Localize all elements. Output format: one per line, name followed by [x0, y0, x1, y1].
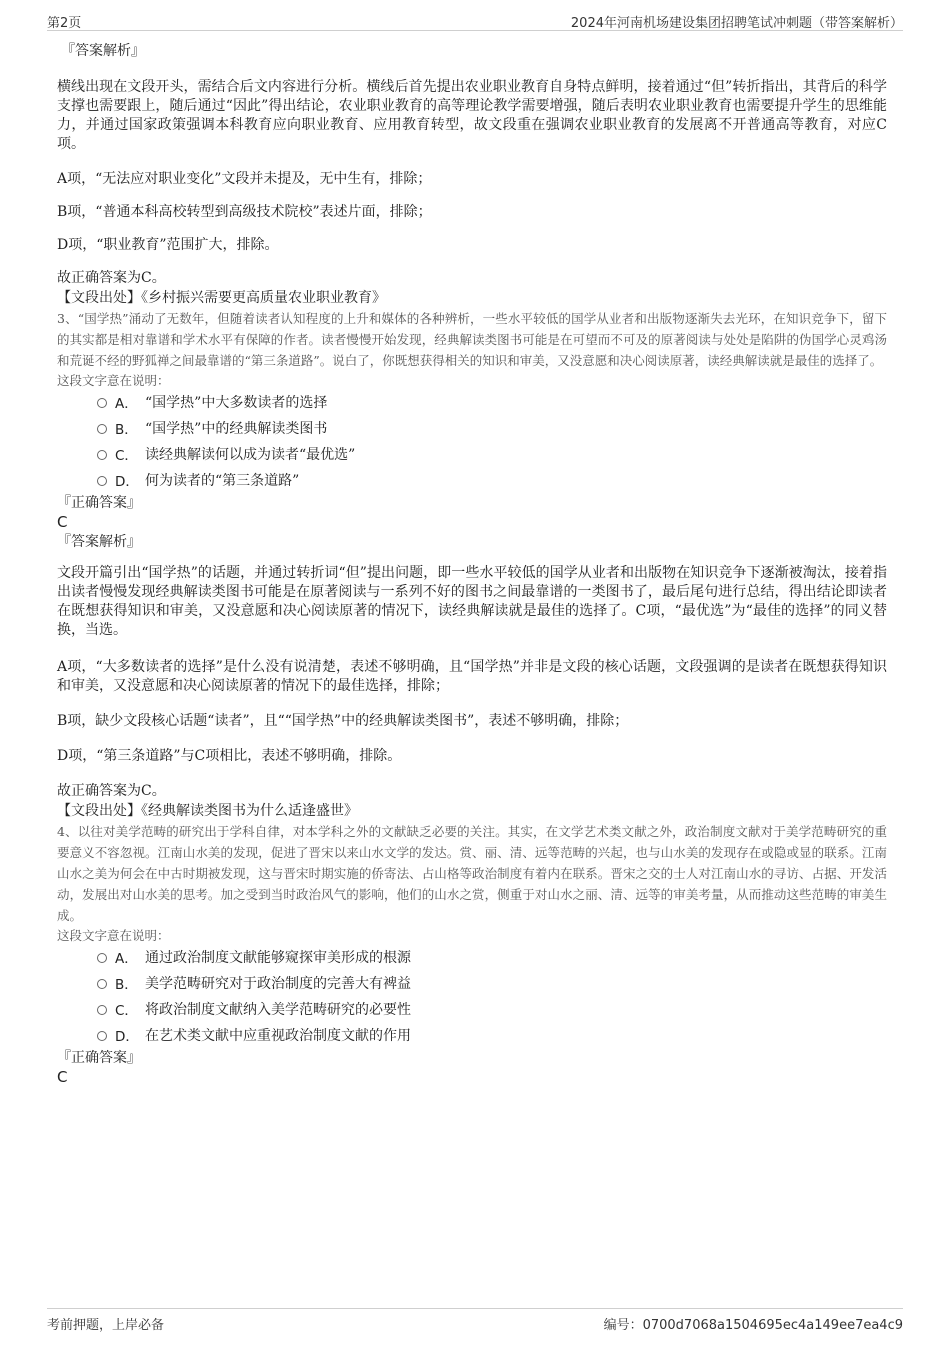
option-c[interactable] — [97, 441, 887, 467]
radio-icon[interactable] — [97, 979, 107, 989]
radio-icon[interactable] — [97, 1031, 107, 1041]
option-d[interactable] — [97, 467, 887, 493]
option-a-analysis: A项，“大多数读者的选择”是什么没有说清楚，表述不够明确，且“国学热”并非是文段的核心话题，文段强调的是读者在既想获得知识和审美，又没意愿和决心阅读原著的情况下的最佳选择，排除； — [57, 659, 887, 694]
radio-icon[interactable] — [97, 424, 107, 434]
document-body — [57, 40, 887, 1087]
page-number: 第2页 — [47, 16, 82, 31]
correct-answer-label: 『正确答案』 — [57, 1050, 141, 1066]
footer-slogan: 考前押题，上岸必备 — [47, 1318, 165, 1333]
option-text: 在艺术类文献中应重视政治制度文献的作用 — [145, 1028, 411, 1044]
option-text: “国学热”中的经典解读类图书 — [145, 421, 328, 437]
page-header — [47, 10, 903, 31]
option-a-analysis: A项，“无法应对职业变化”文段并未提及，无中生有，排除； — [57, 171, 432, 187]
document-code: 编号：0700d7068a1504695ec4a149ee7ea4c9 — [603, 1318, 903, 1333]
text-source: 【文段出处】《乡村振兴需要更高质量农业职业教育》 — [57, 290, 386, 306]
correct-answer-value: C — [57, 1068, 68, 1086]
option-c[interactable] — [97, 996, 887, 1022]
question-3 — [57, 308, 887, 821]
radio-icon[interactable] — [97, 398, 107, 408]
option-text: 何为读者的“第三条道路” — [145, 473, 300, 489]
option-b[interactable] — [97, 970, 887, 996]
question-stem: 3、“国学热”涌动了无数年，但随着读者认知程度的上升和媒体的各种辨析，一些水平较低的国学从业者和出版物逐渐失去光环，在知识竞争下，留下的其实都是相对靠谱和学术水平有保障的作者。读者慢慢开始发现，经典解读类图书可能是在可望而不可及的原著阅读与处处是陷阱的伪国学心灵鸡汤和荒诞不经的野狐禅之间最靠谱的“第三条道路”。说白了，你既想获得相关的知识和审美，又没意愿和决心阅读原著，读经典解读就是最佳的选择了。 — [57, 311, 887, 368]
option-b-analysis: B项，缺少文段核心话题“读者”，且““国学热”中的经典解读类图书”，表述不够明确，排除； — [57, 713, 629, 729]
document-title: 2024年河南机场建设集团招聘笔试冲刺题（带答案解析） — [570, 16, 903, 31]
radio-icon[interactable] — [97, 1005, 107, 1015]
option-d[interactable] — [97, 1022, 887, 1048]
option-text: 将政治制度文献纳入美学范畴研究的必要性 — [145, 1002, 411, 1018]
correct-answer-value: C — [57, 513, 68, 531]
radio-icon[interactable] — [97, 953, 107, 963]
text-source: 【文段出处】《经典解读类图书为什么适逢盛世》 — [57, 803, 358, 819]
analysis-label: 『答案解析』 — [61, 43, 145, 59]
option-a[interactable] — [97, 389, 887, 415]
option-d-analysis: D项，“第三条道路”与C项相比，表述不够明确，排除。 — [57, 748, 402, 764]
option-b-analysis: B项，“普通本科高校转型到高级技术院校”表述片面，排除； — [57, 204, 432, 220]
correct-answer-label: 『正确答案』 — [57, 495, 141, 511]
option-letter: B． — [115, 422, 138, 438]
radio-icon[interactable] — [97, 476, 107, 486]
option-letter: D． — [115, 1029, 139, 1045]
option-list — [57, 389, 887, 493]
answer-conclusion: 故正确答案为C。 — [57, 783, 166, 799]
question-2-tail — [57, 40, 887, 308]
radio-icon[interactable] — [97, 450, 107, 460]
option-text: 美学范畴研究对于政治制度的完善大有裨益 — [145, 976, 411, 992]
answer-conclusion: 故正确答案为C。 — [57, 270, 166, 286]
option-letter: C． — [115, 1003, 138, 1019]
option-letter: D． — [115, 474, 139, 490]
option-d-analysis: D项，“职业教育”范围扩大，排除。 — [57, 237, 279, 253]
option-text: 读经典解读何以成为读者“最优选” — [145, 447, 356, 463]
page-footer — [47, 1308, 903, 1333]
option-letter: A． — [115, 396, 138, 412]
analysis-label: 『答案解析』 — [57, 534, 141, 550]
analysis-text: 横线出现在文段开头，需结合后文内容进行分析。横线后首先提出农业职业教育自身特点鲜明，接着通过“但”转折指出，其背后的科学支撑也需要跟上，随后通过“因此”得出结论，农业职业教育的高等理论教学需要增强，随后表明农业职业教育也需要提升学生的思维能力，并通过国家政策强调本科教育应向职业教育、应用教育转型，故文段重在强调农业职业教育的发展离不开普通高等教育，对应C项。 — [57, 79, 887, 152]
question-prompt: 这段文字意在说明： — [57, 373, 170, 388]
option-letter: C． — [115, 448, 138, 464]
analysis-text: 文段开篇引出“国学热”的话题，并通过转折词“但”提出问题，即一些水平较低的国学从业者和出版物在知识竞争下逐渐被淘汰，接着指出读者慢慢发现经典解读类图书可能是在原著阅读与一系列不好的图书之间最靠谱的一类图书了，最后尾句进行总结，得出结论即读者在既想获得知识和审美，又没意愿和决心阅读原著的情况下，读经典解读就是最佳的选择了。C项，“最优选”为“最佳的选择”的同义替换，当选。 — [57, 565, 887, 638]
option-text: 通过政治制度文献能够窥探审美形成的根源 — [145, 950, 411, 966]
question-stem: 4、以往对美学范畴的研究出于学科自律，对本学科之外的文献缺乏必要的关注。其实，在文学艺术类文献之外，政治制度文献对于美学范畴研究的重要意义不容忽视。江南山水美的发现，促进了晋宋以来山水文学的发达。赏、丽、清、远等范畴的兴起，也与山水美的发现存在或隐或显的联系。江南山水之美为何会在中古时期被发现，这与晋宋时期实施的侨寄法、占山格等政治制度有着内在联系。晋宋之交的士人对江南山水的寻访、占据、开发活动，发展出对山水美的思考。加之受到当时政治风气的影响，他们的山水之赏，侧重于对山水之丽、清、远等的审美考量，从而推动这些范畴的审美生成。 — [57, 824, 887, 923]
option-b[interactable] — [97, 415, 887, 441]
option-letter: A． — [115, 951, 138, 967]
option-a[interactable] — [97, 944, 887, 970]
option-text: “国学热”中大多数读者的选择 — [145, 395, 328, 411]
question-prompt: 这段文字意在说明： — [57, 928, 170, 943]
option-letter: B． — [115, 977, 138, 993]
option-list — [57, 944, 887, 1048]
question-4 — [57, 821, 887, 1087]
